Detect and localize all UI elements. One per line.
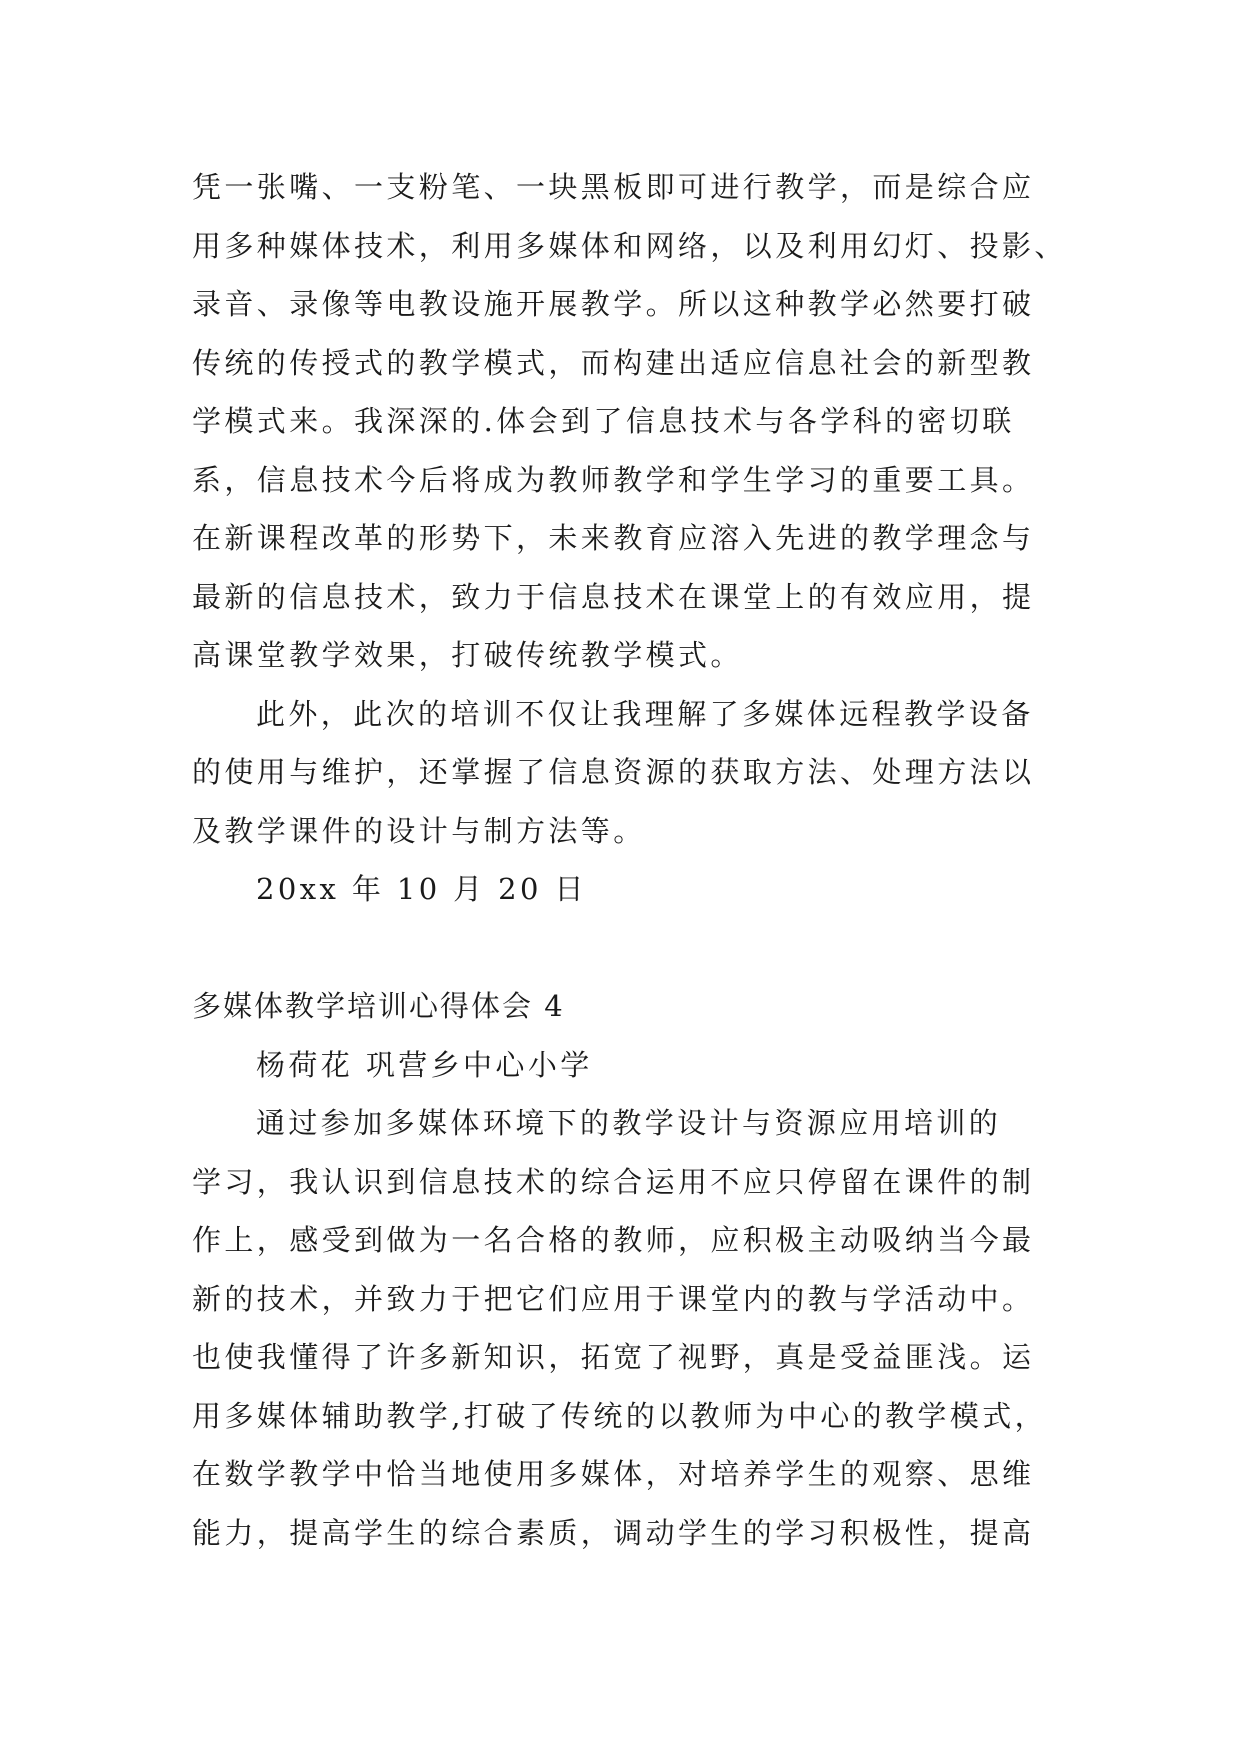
- paragraph-line: 凭一张嘴、一支粉笔、一块黑板即可进行教学，而是综合应: [192, 170, 1035, 204]
- paragraph-line: 最新的信息技术，致力于信息技术在课堂上的有效应用，提: [192, 579, 1035, 614]
- paragraph-line: 新的技术，并致力于把它们应用于课堂内的教与学活动中。: [192, 1281, 1035, 1316]
- paragraph-line: 及教学课件的设计与制方法等。: [192, 813, 646, 848]
- paragraph-line: 能力，提高学生的综合素质，调动学生的学习积极性，提高: [192, 1515, 1035, 1550]
- date-line: 20xx 年 10 月 20 日: [256, 872, 587, 906]
- paragraph-line: 通过参加多媒体环境下的教学设计与资源应用培训的: [256, 1106, 1002, 1140]
- paragraph-line: 的使用与维护，还掌握了信息资源的获取方法、处理方法以: [192, 755, 1035, 789]
- paragraph-line: 在新课程改革的形势下，未来教育应溶入先进的教学理念与: [192, 521, 1035, 555]
- paragraph-line: 学习，我认识到信息技术的综合运用不应只停留在课件的制: [192, 1164, 1035, 1199]
- paragraph-line: 高课堂教学效果，打破传统教学模式。: [192, 638, 743, 672]
- document-body: [192, 158, 1067, 1562]
- paragraph-line: 也使我懂得了许多新知识，拓宽了视野，真是受益匪浅。运: [192, 1340, 1035, 1374]
- paragraph-line: 用多种媒体技术，利用多媒体和网络，以及利用幻灯、投影、: [192, 228, 1067, 263]
- paragraph-line: 传统的传授式的教学模式，而构建出适应信息社会的新型教: [192, 345, 1035, 380]
- author-line: 杨荷花 巩营乡中心小学: [256, 1047, 593, 1082]
- section-title: 多媒体教学培训心得体会 4: [192, 989, 565, 1023]
- paragraph-line: 学模式来。我深深的.体会到了信息技术与各学科的密切联: [192, 404, 1015, 438]
- paragraph-line: 录音、录像等电教设施开展教学。所以这种教学必然要打破: [192, 287, 1035, 321]
- paragraph-line: 作上，感受到做为一名合格的教师，应积极主动吸纳当今最: [192, 1223, 1035, 1257]
- paragraph-line: 此外，此次的培训不仅让我理解了多媒体远程教学设备: [256, 696, 1034, 731]
- spacer: [192, 919, 1062, 978]
- paragraph-line: 在数学教学中恰当地使用多媒体，对培养学生的观察、思维: [192, 1457, 1035, 1491]
- paragraph-line: 用多媒体辅助教学,打破了传统的以教师为中心的教学模式，: [192, 1398, 1048, 1433]
- paragraph-line: 系，信息技术今后将成为教师教学和学生学习的重要工具。: [192, 462, 1035, 497]
